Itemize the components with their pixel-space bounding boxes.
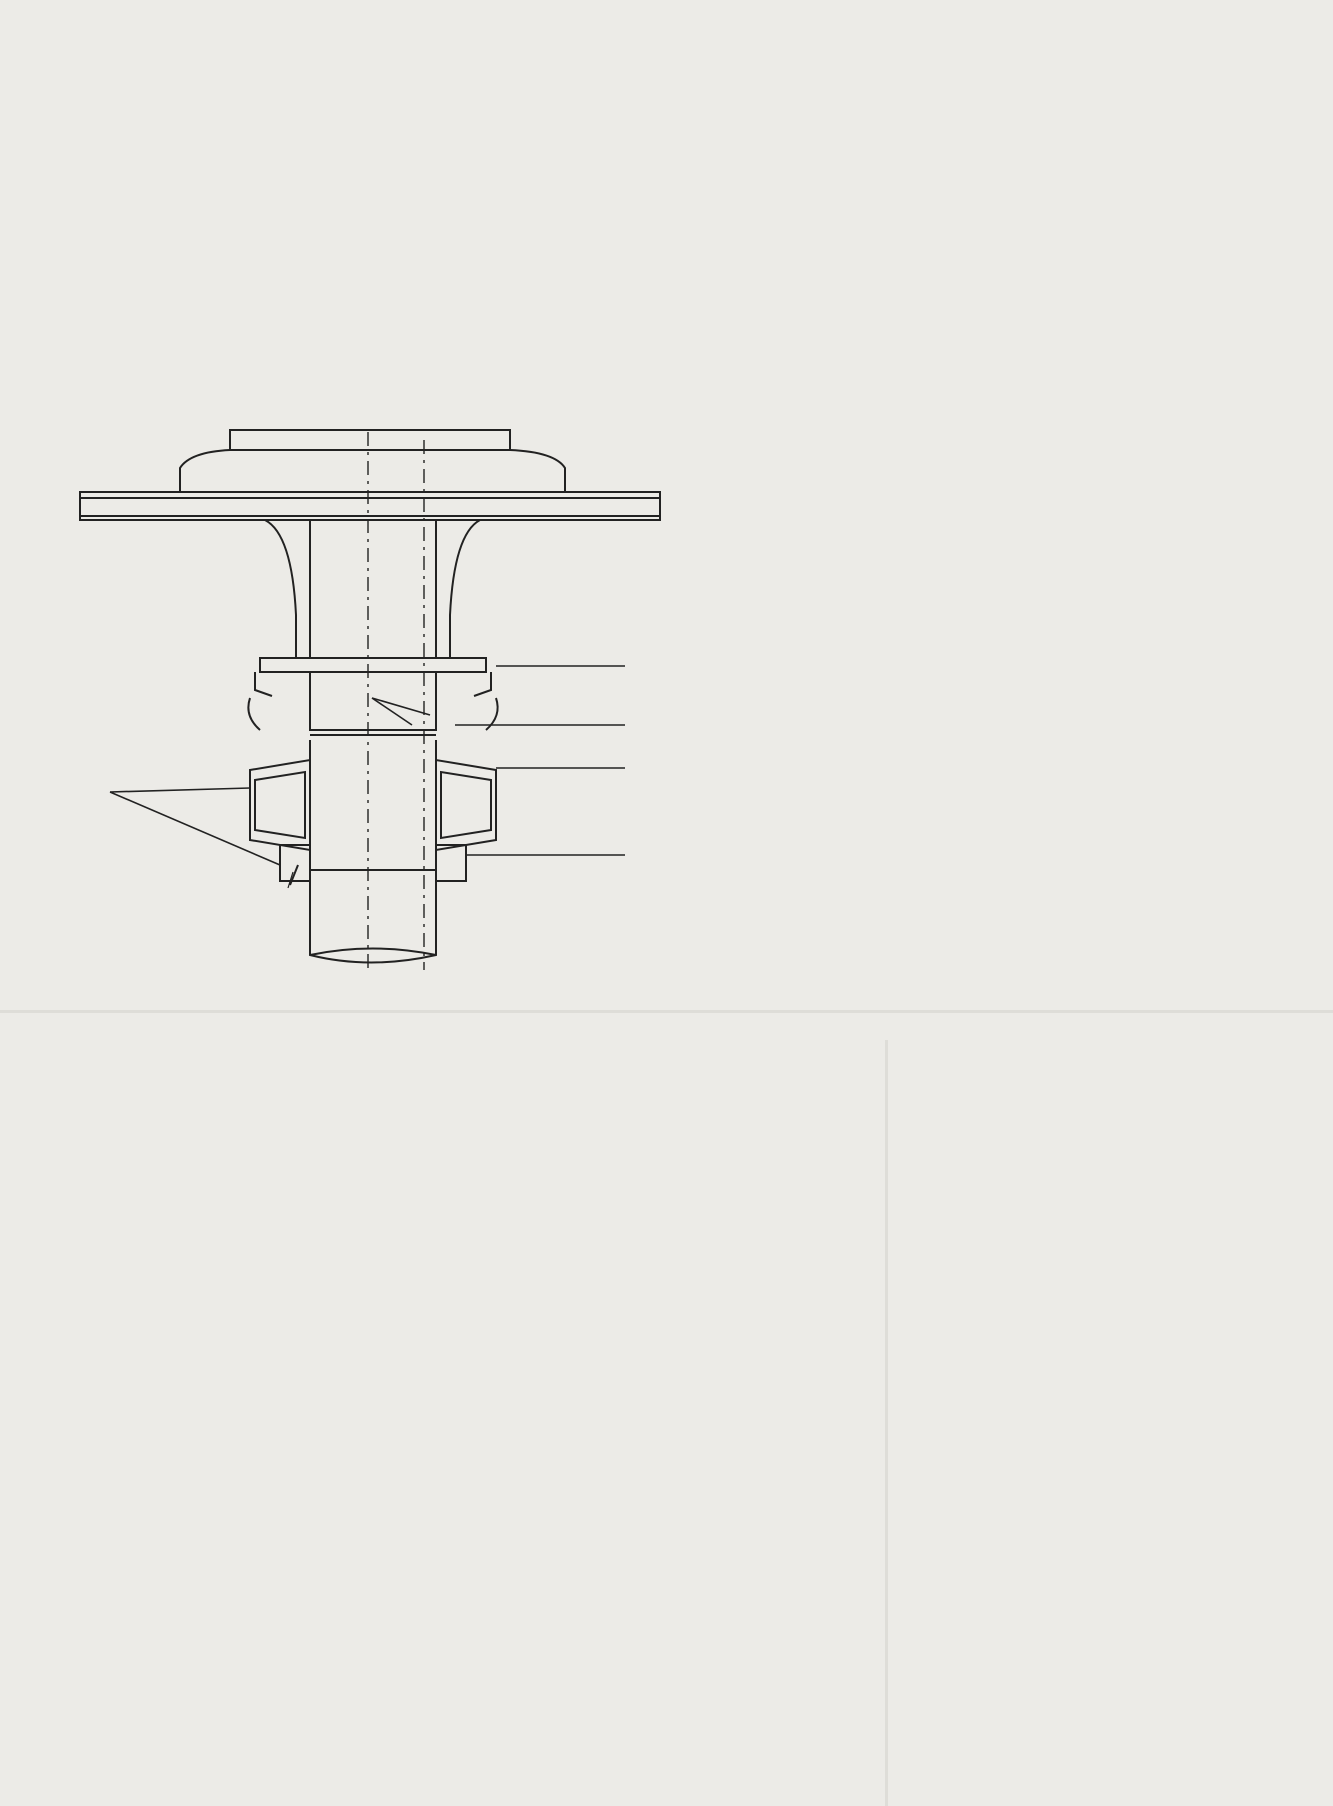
- fold-line: [0, 1010, 1333, 1013]
- column-english: [18, 1030, 428, 1044]
- column-french: [475, 1030, 875, 1044]
- bearing-diagram: [10, 410, 730, 980]
- watermark: [1143, 1766, 1323, 1800]
- spanish-notes: [740, 384, 1306, 408]
- column-spanish: [912, 1030, 1317, 1044]
- installation-columns: [0, 1030, 1333, 1800]
